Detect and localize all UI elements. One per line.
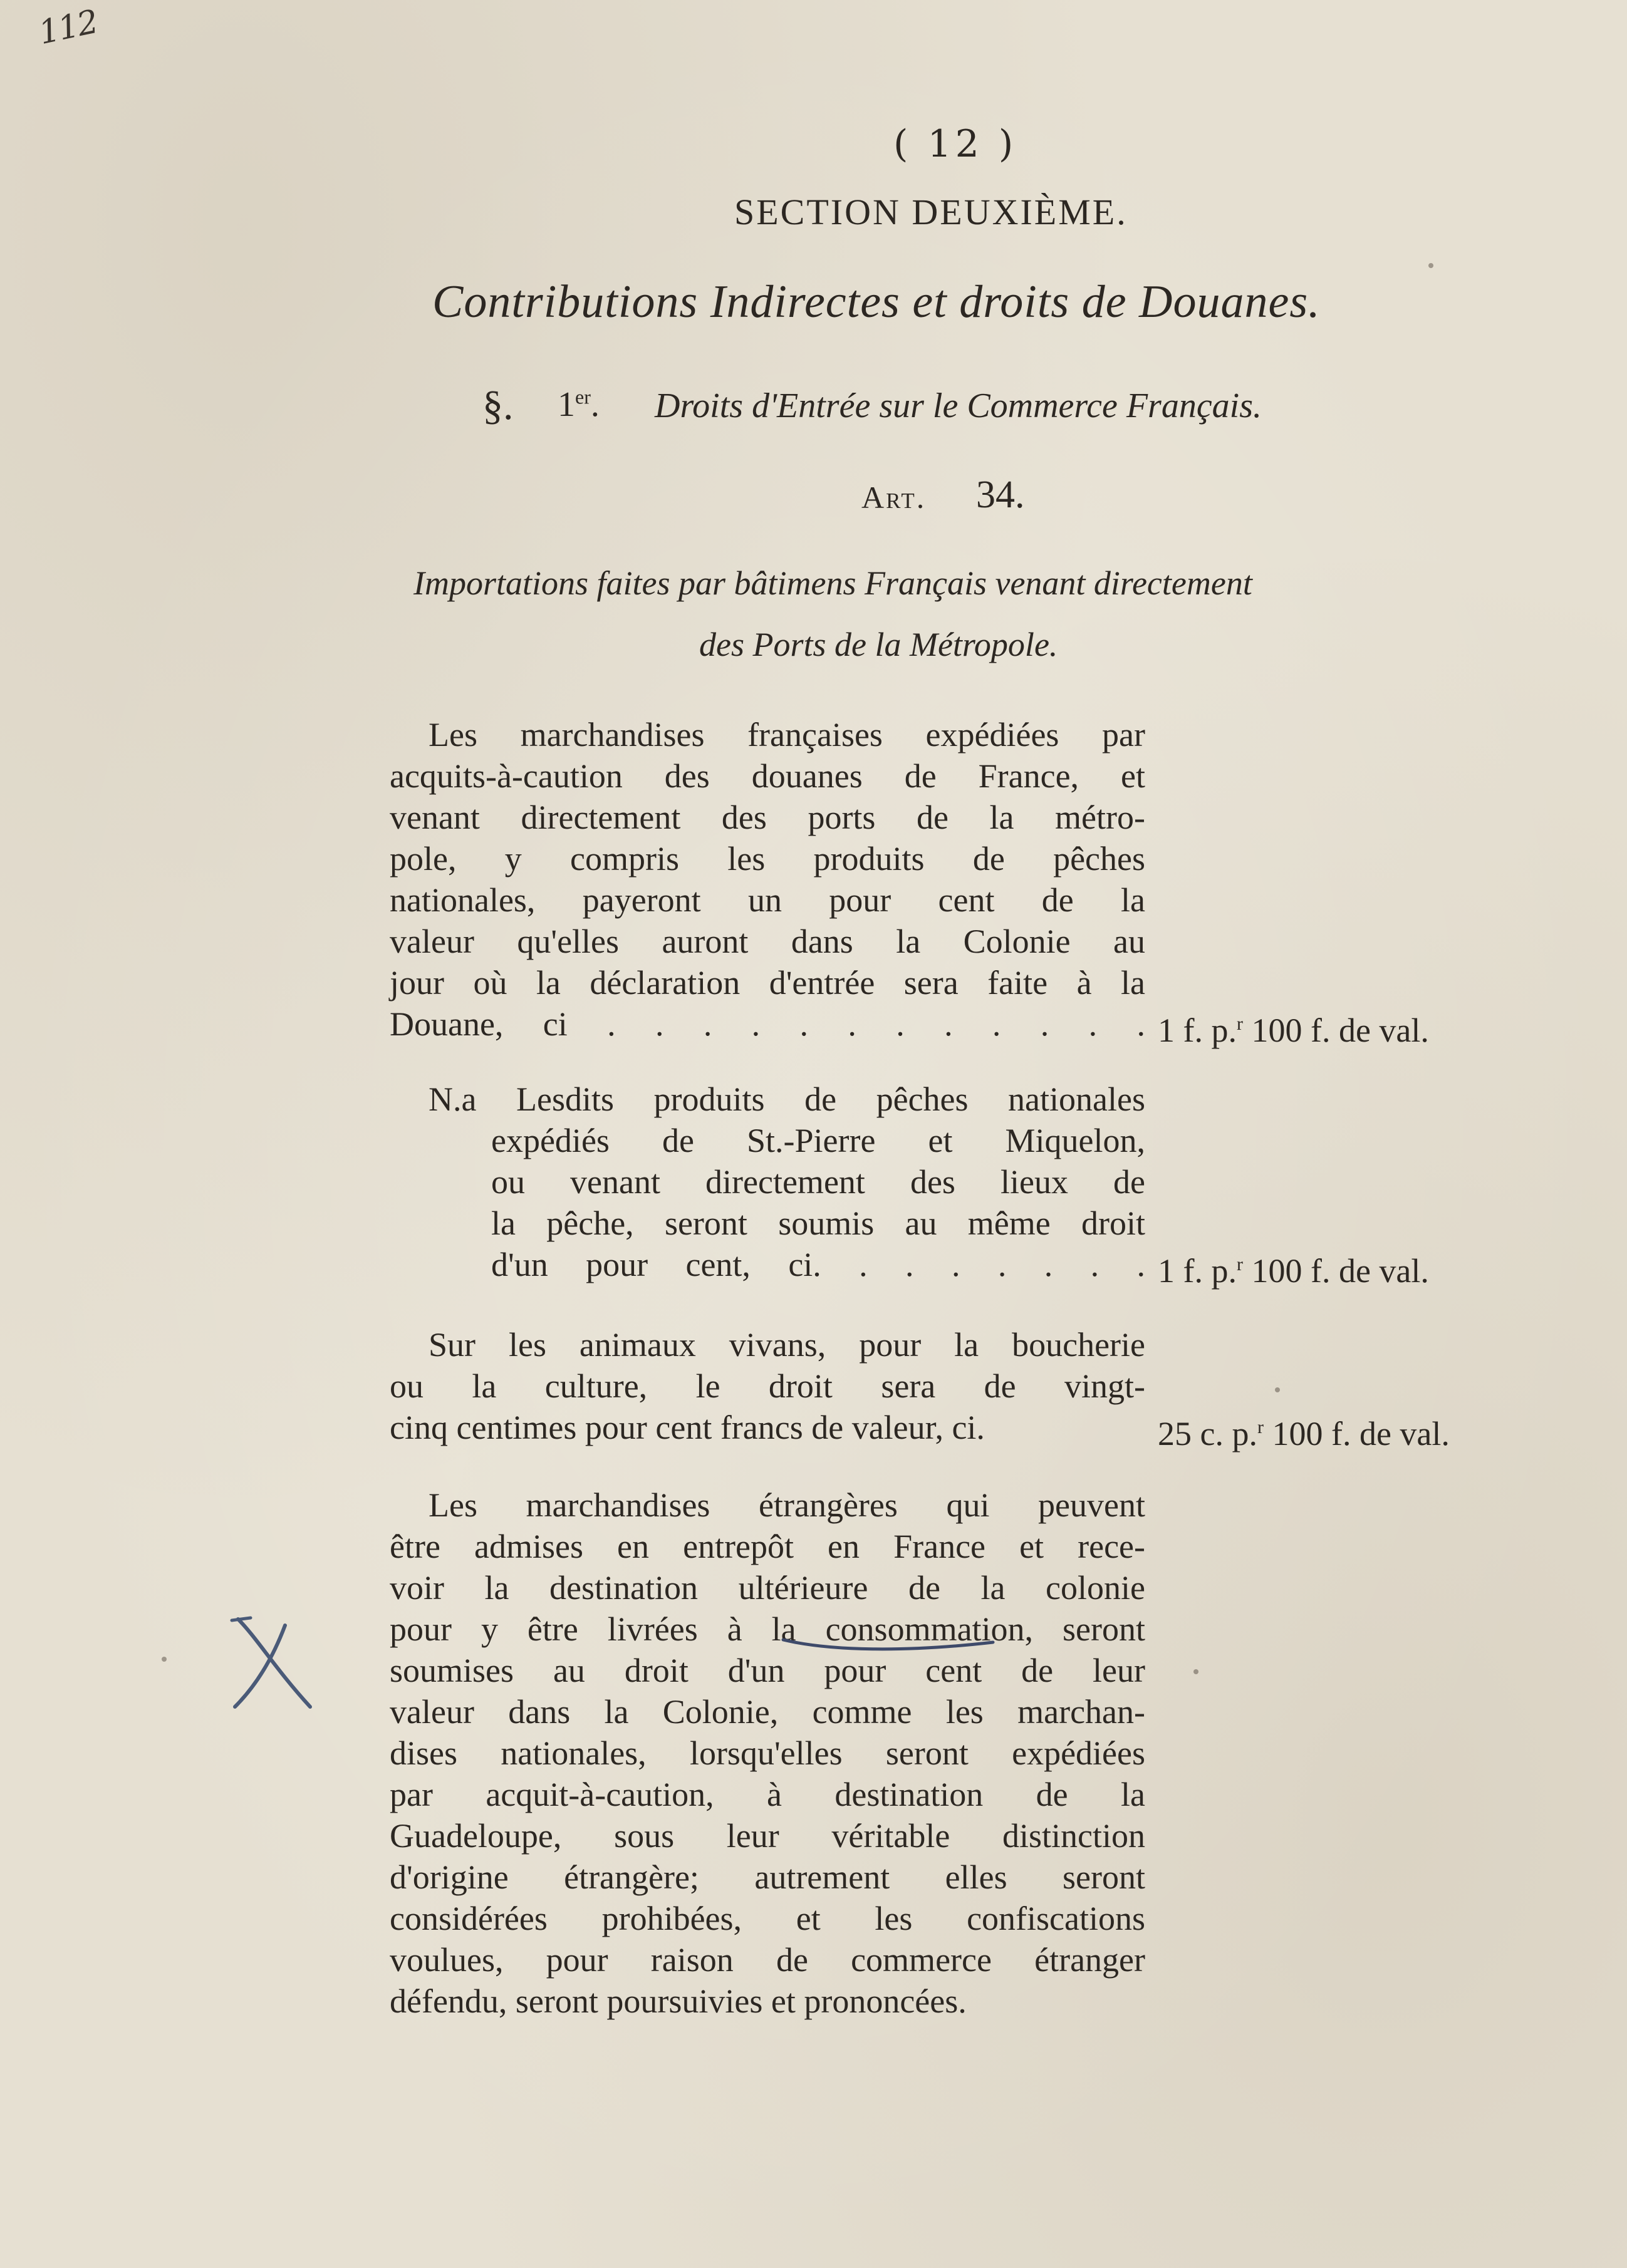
note-line: expédiés de St.-Pierre et Miquelon,	[491, 1122, 1145, 1159]
para2-line: cinq centimes pour cent francs de valeur, ci.	[390, 1409, 985, 1446]
para3-line: d'origine étrangère; autrement elles seront	[390, 1858, 1145, 1896]
para2-line: Sur les animaux vivans, pour la boucherie	[429, 1326, 1145, 1364]
para1-line: nationales, payeront un pour cent de la	[390, 881, 1145, 919]
article-number: 34.	[976, 474, 1025, 516]
para3-line: par acquit-à-caution, à destination de la	[390, 1776, 1145, 1813]
rate-suffix: 100 f. de val.	[1242, 1012, 1429, 1049]
pencil-cross-mark	[226, 1613, 320, 1713]
para1-line: jour où la déclaration d'entrée sera faite à la	[390, 964, 1145, 1002]
rate-suffix: 100 f. de val.	[1242, 1252, 1429, 1290]
subsection-title: Droits d'Entrée sur le Commerce Français.	[655, 386, 1262, 425]
subsection-ordinal: 1er.	[558, 385, 600, 424]
rate-prefix: 25 c. p.	[1158, 1415, 1257, 1452]
corner-page-mark: 112	[35, 3, 101, 53]
rate-prefix: 1 f. p.	[1158, 1012, 1237, 1049]
page-number: ( 12 )	[893, 122, 1017, 166]
note-line: N.a Lesdits produits de pêches nationales	[429, 1080, 1145, 1118]
rate-superscript: r	[1236, 1013, 1243, 1034]
paper-speck	[1193, 1669, 1198, 1674]
para2-rate	[1158, 1407, 1450, 1454]
rate-superscript: r	[1257, 1417, 1264, 1437]
para1-line: venant directement des ports de la métro-	[390, 799, 1145, 836]
para3-line: pour y être livrées à la consommation, seront	[390, 1610, 1145, 1648]
section-title: SECTION DEUXIÈME.	[734, 192, 1128, 232]
ordinal-number: 1	[558, 385, 575, 424]
article-label: Art.	[861, 480, 927, 515]
para3-line: Les marchandises étrangères qui peuvent	[429, 1486, 1145, 1524]
para3-line: Guadeloupe, sous leur véritable distinction	[390, 1817, 1145, 1855]
para3-line: voir la destination ultérieure de la colonie	[390, 1569, 1145, 1607]
article-heading-line-1: Importations faites par bâtimens Français venant directement	[413, 564, 1252, 602]
para3-line: soumises au droit d'un pour cent de leur	[390, 1652, 1145, 1689]
para3-line: voulues, pour raison de commerce étranger	[390, 1941, 1145, 1979]
para3-line: considérées prohibées, et les confiscations	[390, 1900, 1145, 1937]
para3-line: défendu, seront poursuivies et prononcées.	[390, 1982, 967, 2020]
note-line: la pêche, seront soumis au même droit	[491, 1204, 1145, 1242]
para3-line: être admises en entrepôt en France et rece-	[390, 1528, 1145, 1565]
paper-speck	[1275, 1387, 1280, 1392]
para1-line: valeur qu'elles auront dans la Colonie au	[390, 923, 1145, 960]
para1-rate	[1158, 1003, 1429, 1051]
para1-line: acquits-à-caution des douanes de France, et	[390, 757, 1145, 795]
paper-speck	[162, 1657, 167, 1662]
para1-line: Douane, ci . . . . . . . . . . . .	[390, 1005, 1145, 1043]
note-line: d'un pour cent, ci. . . . . . . .	[491, 1246, 1145, 1283]
rate-prefix: 1 f. p.	[1158, 1252, 1237, 1290]
para2-line: ou la culture, le droit sera de vingt-	[390, 1367, 1145, 1405]
para3-line: dises nationales, lorsqu'elles seront expédiées	[390, 1734, 1145, 1772]
main-heading: Contributions Indirectes et droits de Douanes.	[432, 276, 1321, 328]
note-rate	[1158, 1244, 1429, 1292]
para3-line: valeur dans la Colonie, comme les marchan-	[390, 1693, 1145, 1731]
ordinal-superscript: er	[575, 385, 591, 408]
para1-line: Les marchandises françaises expédiées par	[429, 716, 1145, 753]
article-heading-line-2: des Ports de la Métropole.	[699, 626, 1058, 663]
paper-speck	[1428, 263, 1433, 268]
section-sign: §.	[482, 383, 514, 428]
para1-line: pole, y compris les produits de pêches	[390, 840, 1145, 878]
rate-suffix: 100 f. de val.	[1263, 1415, 1450, 1452]
ink-underline	[780, 1635, 996, 1654]
rate-superscript: r	[1236, 1254, 1243, 1275]
note-line: ou venant directement des lieux de	[491, 1163, 1145, 1201]
